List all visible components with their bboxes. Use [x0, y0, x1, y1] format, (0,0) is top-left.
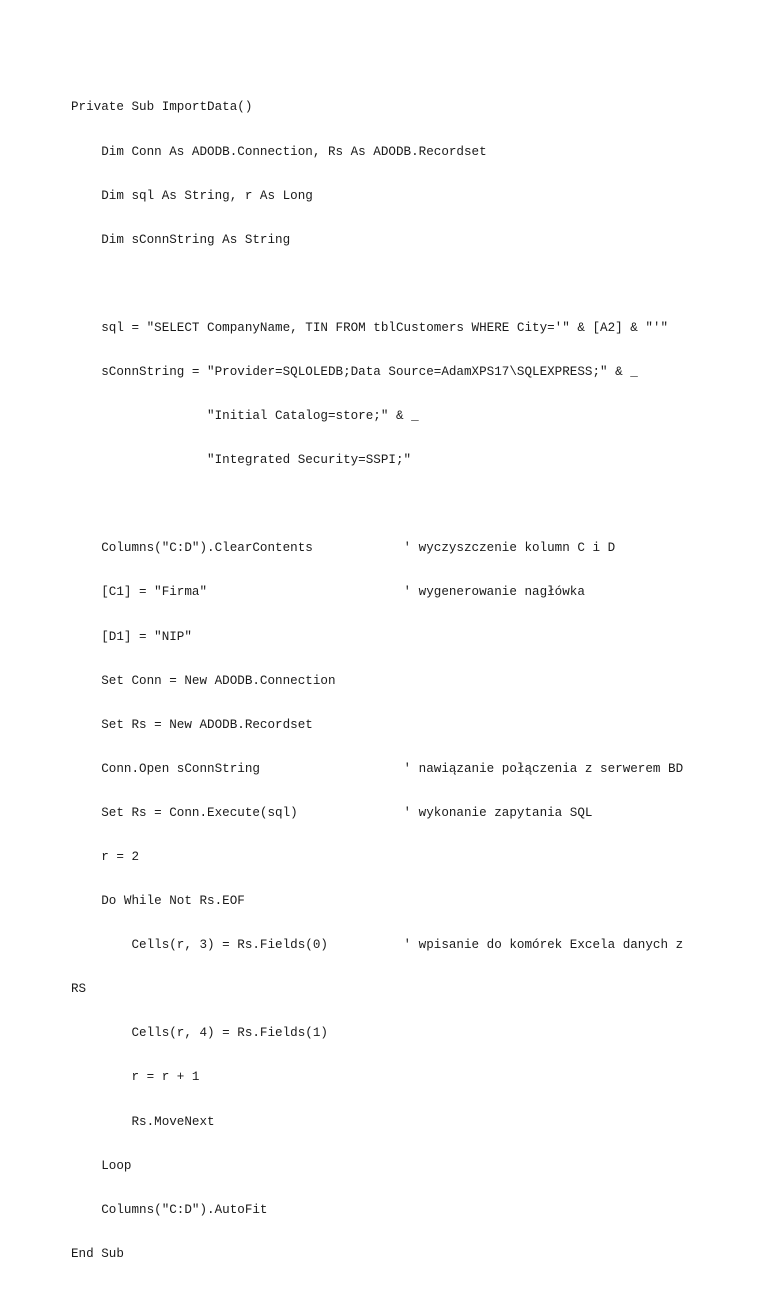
code-line	[71, 277, 683, 292]
code-line: Dim Conn As ADODB.Connection, Rs As ADODB.Recordset	[71, 144, 487, 159]
code-line: RS	[71, 982, 87, 997]
code-line: Columns("C:D").ClearContents ' wyczyszczenie kolumn C i D	[71, 541, 616, 556]
vba-code-block	[71, 71, 683, 1291]
code-line: Cells(r, 3) = Rs.Fields(0) ' wpisanie do komórek Excela danych z	[71, 938, 684, 953]
code-line: Set Conn = New ADODB.Connection	[71, 673, 336, 688]
code-line: Columns("C:D").AutoFit	[71, 1202, 268, 1217]
code-line: Private Sub ImportData()	[71, 100, 253, 115]
code-line: [D1] = "NIP"	[71, 629, 192, 644]
code-line: sql = "SELECT CompanyName, TIN FROM tblCustomers WHERE City='" & [A2] & "'"	[71, 320, 669, 335]
code-line: r = 2	[71, 850, 140, 864]
code-line: r = r + 1	[71, 1070, 200, 1085]
code-line: Set Rs = Conn.Execute(sql) ' wykonanie zapytania SQL	[71, 805, 593, 820]
code-line: Cells(r, 4) = Rs.Fields(1)	[71, 1026, 328, 1041]
code-line: Rs.MoveNext	[71, 1114, 215, 1129]
code-line: Dim sql As String, r As Long	[71, 188, 313, 203]
code-line: End Sub	[71, 1246, 124, 1261]
code-line: Loop	[71, 1158, 132, 1173]
code-line: [C1] = "Firma" ' wygenerowanie nagłówka	[71, 585, 585, 600]
code-line: Set Rs = New ADODB.Recordset	[71, 717, 313, 732]
code-line: Do While Not Rs.EOF	[71, 894, 245, 909]
code-line: Conn.Open sConnString ' nawiązanie połączenia z serwerem BD	[71, 761, 684, 776]
code-line: sConnString = "Provider=SQLOLEDB;Data Source=AdamXPS17\SQLEXPRESS;" & _	[71, 364, 638, 379]
code-line: "Initial Catalog=store;" & _	[71, 409, 419, 424]
code-line: "Integrated Security=SSPI;"	[71, 453, 412, 468]
code-line: Dim sConnString As String	[71, 232, 291, 247]
code-line	[71, 497, 683, 512]
